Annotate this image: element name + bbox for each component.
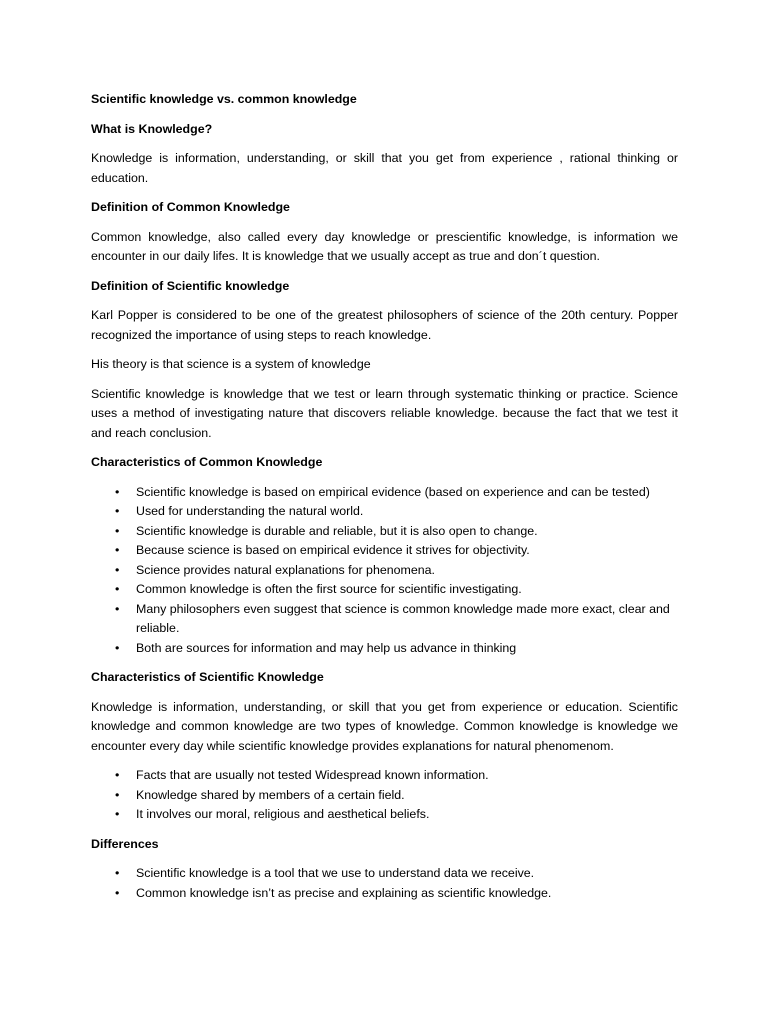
document-title: Scientific knowledge vs. common knowledge — [91, 92, 357, 106]
list-item-text: Common knowledge is often the first source for scientific investigating. — [136, 582, 522, 596]
list-item-text: Common knowledge isn’t as precise and explaining as scientific knowledge. — [136, 885, 552, 900]
bullet-icon: • — [115, 866, 120, 880]
list-item — [91, 786, 678, 806]
list-item — [91, 884, 678, 904]
list-item — [91, 639, 678, 659]
list-item-text: Because science is based on empirical evidence it strives for objectivity. — [136, 543, 530, 557]
list-item — [91, 483, 678, 503]
paragraph: Common knowledge, also called every day knowledge or prescientific knowledge, is information we encounter in our daily lifes. It is knowledge that we usually accept as true and don´t question. — [91, 229, 678, 263]
list-item — [91, 522, 678, 542]
list-item — [91, 864, 678, 884]
bullet-icon: • — [115, 484, 120, 499]
paragraph: His theory is that science is a system of knowledge — [91, 357, 371, 371]
list-item — [91, 766, 678, 786]
section-heading-characteristics-scientific-knowledge: Characteristics of Scientific Knowledge — [91, 670, 324, 684]
paragraph: Scientific knowledge is knowledge that we test or learn through systematic thinking or practice. Science uses a method of investigating nature that discovers reliable knowledge. because the fact that we test it and reach conclusion. — [91, 386, 678, 440]
list-item — [91, 805, 678, 825]
bullet-list — [91, 483, 678, 659]
bullet-icon: • — [115, 640, 120, 655]
paragraph: Karl Popper is considered to be one of the greatest philosophers of science of the 20th century. Popper recognized the importance of using steps to reach knowledge. — [91, 308, 678, 342]
section-heading-characteristics-common-knowledge: Characteristics of Common Knowledge — [91, 455, 323, 469]
bullet-icon: • — [115, 562, 120, 577]
list-item-text: Many philosophers even suggest that science is common knowledge made more exact, clear and reliable. — [136, 601, 670, 635]
list-item — [91, 541, 678, 561]
section-heading-definition-scientific-knowledge: Definition of Scientific knowledge — [91, 278, 290, 293]
paragraph: Knowledge is information, understanding, or skill that you get from experience , rational thinking or education. — [91, 151, 678, 185]
list-item-text: Both are sources for information and may help us advance in thinking — [136, 640, 517, 655]
list-item-text: It involves our moral, religious and aesthetical beliefs. — [136, 807, 430, 821]
bullet-list — [91, 864, 678, 903]
bullet-icon: • — [115, 885, 120, 900]
bullet-icon: • — [115, 523, 120, 538]
bullet-icon: • — [115, 807, 120, 821]
list-item-text: Scientific knowledge is a tool that we use to understand data we receive. — [136, 866, 535, 880]
bullet-icon: • — [115, 787, 120, 802]
list-item-text: Scientific knowledge is durable and reliable, but it is also open to change. — [136, 523, 538, 538]
list-item-text: Knowledge shared by members of a certain field. — [136, 787, 405, 802]
list-item — [91, 502, 678, 522]
bullet-icon: • — [115, 582, 120, 596]
document-body — [91, 90, 678, 913]
bullet-icon: • — [115, 504, 120, 518]
paragraph: Knowledge is information, understanding, or skill that you get from experience or education. Scientific knowledge and common knowledge are two types of knowledge. Common knowledge is knowledge we encounter every day while scientific knowledge provides explanations for natural phenomenom. — [91, 699, 678, 753]
list-item-text: Used for understanding the natural world. — [136, 504, 364, 518]
section-heading-what-is-knowledge: What is Knowledge? — [91, 121, 213, 136]
section-heading-definition-common-knowledge: Definition of Common Knowledge — [91, 200, 290, 214]
list-item-text: Science provides natural explanations for phenomena. — [136, 562, 435, 577]
section-heading-differences: Differences — [91, 836, 159, 851]
list-item — [91, 600, 678, 639]
bullet-list — [91, 766, 678, 825]
bullet-icon: • — [115, 543, 120, 557]
bullet-icon: • — [115, 601, 120, 616]
list-item-text: Scientific knowledge is based on empirical evidence (based on experience and can be tested) — [136, 484, 650, 499]
bullet-icon: • — [115, 768, 120, 782]
list-item-text: Facts that are usually not tested Widespread known information. — [136, 768, 489, 782]
list-item — [91, 580, 678, 600]
list-item — [91, 561, 678, 581]
